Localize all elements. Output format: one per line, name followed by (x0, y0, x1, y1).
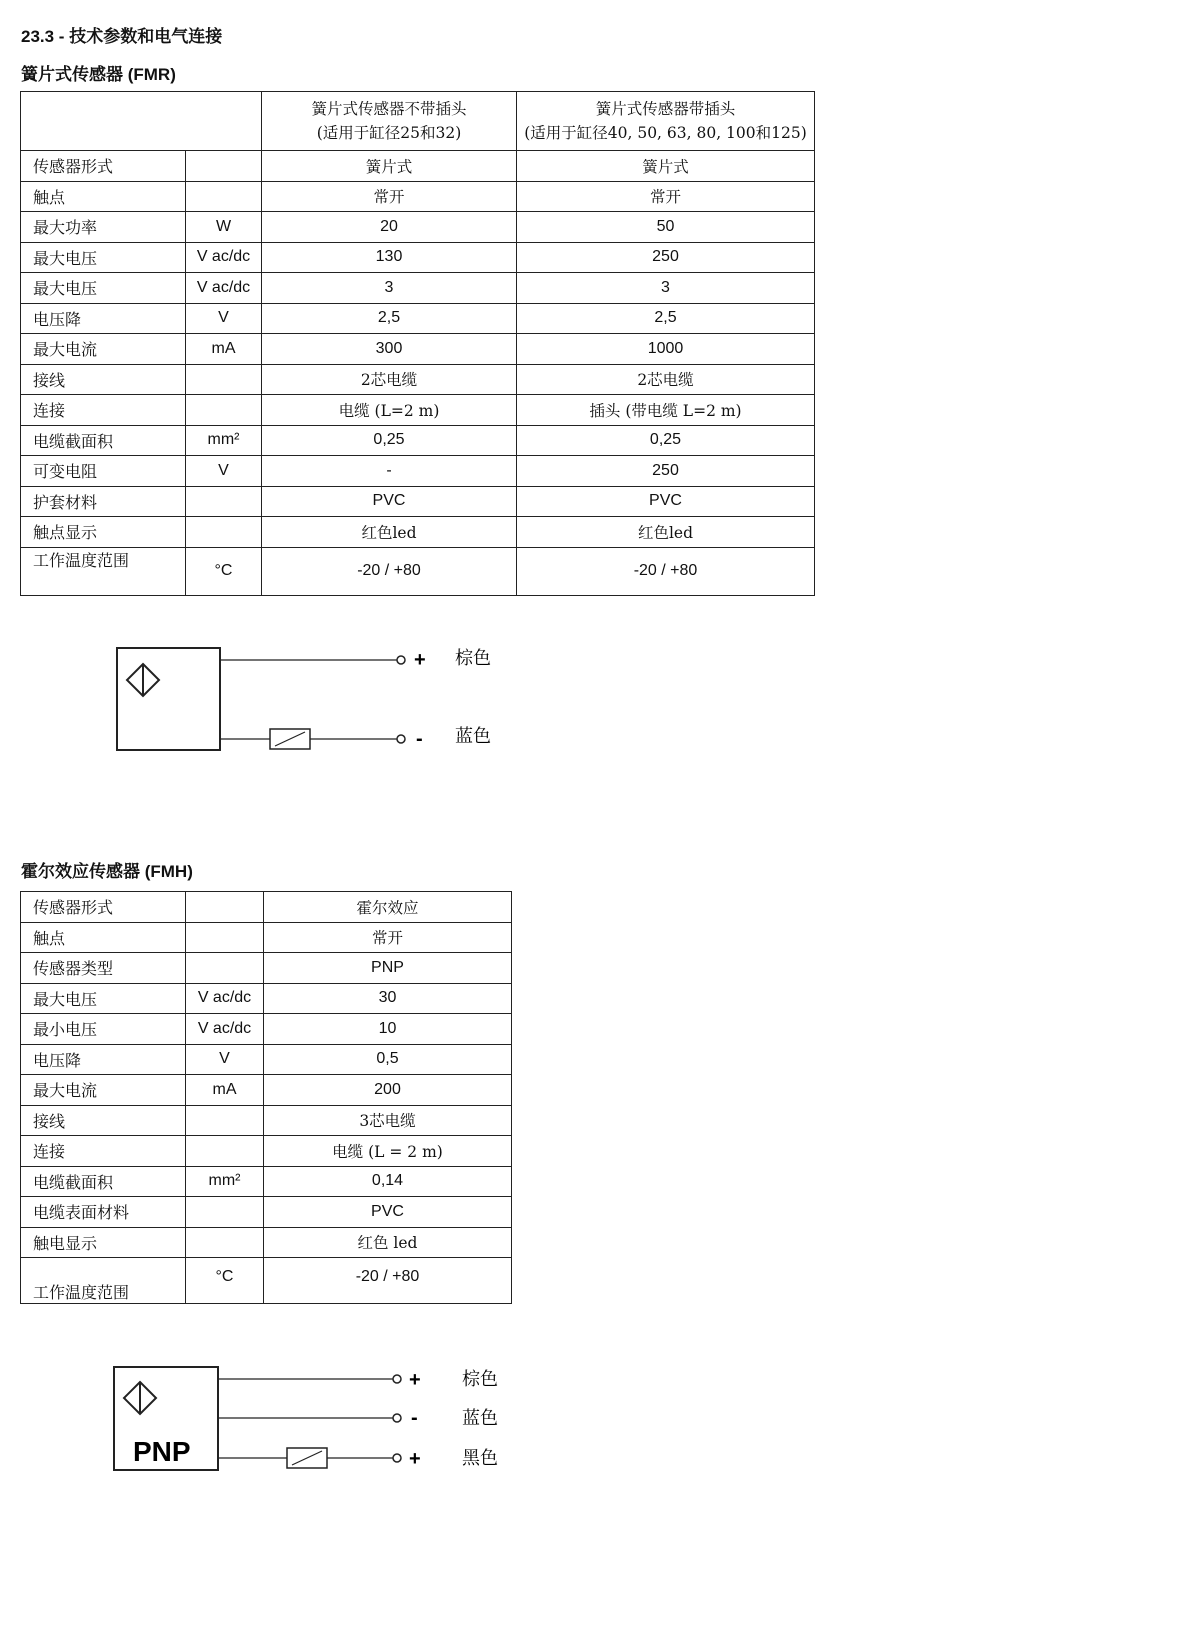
row-value-with-plug: PVC (517, 486, 815, 517)
load-resistor-icon (287, 1448, 327, 1468)
fmh-label-brown: 棕色 (462, 1369, 498, 1390)
row-label: 传感器类型 (21, 953, 186, 984)
row-value-with-plug: 50 (517, 212, 815, 243)
row-label: 最大电压 (21, 273, 186, 304)
row-value-no-plug: 130 (262, 242, 517, 273)
row-label: 触点显示 (21, 517, 186, 548)
row-value-with-plug: 常开 (517, 181, 815, 212)
fmr-label-brown: 棕色 (455, 648, 491, 669)
row-value: 200 (264, 1075, 512, 1106)
row-label: 电压降 (21, 1044, 186, 1075)
row-unit: V ac/dc (186, 1014, 264, 1045)
row-value-no-plug: 2,5 (262, 303, 517, 334)
row-value: 常开 (264, 922, 512, 953)
row-value-no-plug: 电缆 (L=2 m) (262, 395, 517, 426)
row-value-no-plug: - (262, 456, 517, 487)
row-label: 电缆表面材料 (21, 1197, 186, 1228)
row-label: 电缆截面积 (21, 425, 186, 456)
row-label: 传感器形式 (21, 151, 186, 182)
row-value-no-plug: PVC (262, 486, 517, 517)
row-label: 最大电流 (21, 334, 186, 365)
row-label: 触点 (21, 922, 186, 953)
row-value-no-plug: 300 (262, 334, 517, 365)
row-value-with-plug: 3 (517, 273, 815, 304)
row-value-no-plug: 3 (262, 273, 517, 304)
row-value: -20 / +80 (264, 1258, 512, 1304)
row-value-no-plug: 2芯电缆 (262, 364, 517, 395)
row-value-with-plug: 250 (517, 456, 815, 487)
fmh-minus-sign: - (411, 1407, 418, 1429)
fmh-label-black: 黑色 (462, 1448, 498, 1469)
fmr-plus-sign: + (414, 649, 426, 671)
row-value-no-plug: 红色led (262, 517, 517, 548)
row-value-with-plug: 红色led (517, 517, 815, 548)
row-unit: V (186, 1044, 264, 1075)
row-value-with-plug: 2,5 (517, 303, 815, 334)
row-unit: °C (186, 1258, 264, 1304)
fmh-terminal-brown (393, 1375, 401, 1383)
row-value-no-plug: -20 / +80 (262, 547, 517, 595)
row-value: 红色 led (264, 1227, 512, 1258)
row-label: 工作温度范围 (21, 1258, 186, 1304)
row-value: 3芯电缆 (264, 1105, 512, 1136)
row-value-with-plug: 250 (517, 242, 815, 273)
row-value-with-plug: 插头 (带电缆 L=2 m) (517, 395, 815, 426)
row-unit: W (186, 212, 262, 243)
row-value: 霍尔效应 (264, 892, 512, 923)
row-label: 电缆截面积 (21, 1166, 186, 1197)
row-unit: mA (186, 1075, 264, 1106)
row-value-no-plug: 20 (262, 212, 517, 243)
row-label: 接线 (21, 364, 186, 395)
row-value-with-plug: 2芯电缆 (517, 364, 815, 395)
row-label: 护套材料 (21, 486, 186, 517)
row-unit: V (186, 456, 262, 487)
row-label: 触电显示 (21, 1227, 186, 1258)
row-value: 30 (264, 983, 512, 1014)
row-value-no-plug: 簧片式 (262, 151, 517, 182)
row-unit: V ac/dc (186, 983, 264, 1014)
row-value: 0,5 (264, 1044, 512, 1075)
fmr-header-col2-line1: 簧片式传感器带插头 (595, 100, 736, 118)
row-label: 连接 (21, 1136, 186, 1167)
row-value-with-plug: 0,25 (517, 425, 815, 456)
row-label: 最大电压 (21, 242, 186, 273)
fmh-terminal-blue (393, 1414, 401, 1422)
row-value-no-plug: 0,25 (262, 425, 517, 456)
row-value: 0,14 (264, 1166, 512, 1197)
row-value-with-plug: 1000 (517, 334, 815, 365)
row-value-with-plug: -20 / +80 (517, 547, 815, 595)
fmr-header-col1-line1: 簧片式传感器不带插头 (311, 100, 467, 118)
row-value: 10 (264, 1014, 512, 1045)
fmr-header-col1-line2: (适用于缸径25和32) (316, 124, 462, 142)
row-value-with-plug: 簧片式 (517, 151, 815, 182)
fmr-header-col2-line2: (适用于缸径40, 50, 63, 80, 100和125) (524, 124, 807, 142)
row-unit: mm² (186, 425, 262, 456)
row-label: 最小电压 (21, 1014, 186, 1045)
fmh-title: 霍尔效应传感器 (FMH) (21, 862, 193, 881)
row-unit: V (186, 303, 262, 334)
fmh-terminal-black (393, 1454, 401, 1462)
fmr-label-blue: 蓝色 (455, 726, 491, 747)
row-label: 传感器形式 (21, 892, 186, 923)
row-label: 最大功率 (21, 212, 186, 243)
row-unit: mA (186, 334, 262, 365)
row-label: 连接 (21, 395, 186, 426)
row-label: 工作温度范围 (21, 547, 186, 595)
fmh-label-blue: 蓝色 (462, 1408, 498, 1429)
fmr-minus-sign: - (416, 728, 423, 750)
row-unit: V ac/dc (186, 242, 262, 273)
row-label: 可变电阻 (21, 456, 186, 487)
fmh-plus-sign-2: + (409, 1448, 421, 1470)
sensor-symbol-icon (124, 1382, 156, 1414)
fmh-pnp-label: PNP (133, 1436, 191, 1467)
row-value: PNP (264, 953, 512, 984)
row-label: 接线 (21, 1105, 186, 1136)
section-title: 23.3 - 技术参数和电气连接 (21, 27, 223, 46)
fmr-title: 簧片式传感器 (FMR) (21, 65, 176, 84)
fmh-plus-sign-1: + (409, 1369, 421, 1391)
row-value: 电缆 (L = 2 m) (264, 1136, 512, 1167)
row-unit: mm² (186, 1166, 264, 1197)
row-unit: V ac/dc (186, 273, 262, 304)
row-label: 最大电压 (21, 983, 186, 1014)
row-unit: °C (186, 547, 262, 595)
row-label: 触点 (21, 181, 186, 212)
row-label: 最大电流 (21, 1075, 186, 1106)
row-value-no-plug: 常开 (262, 181, 517, 212)
row-label: 电压降 (21, 303, 186, 334)
row-value: PVC (264, 1197, 512, 1228)
